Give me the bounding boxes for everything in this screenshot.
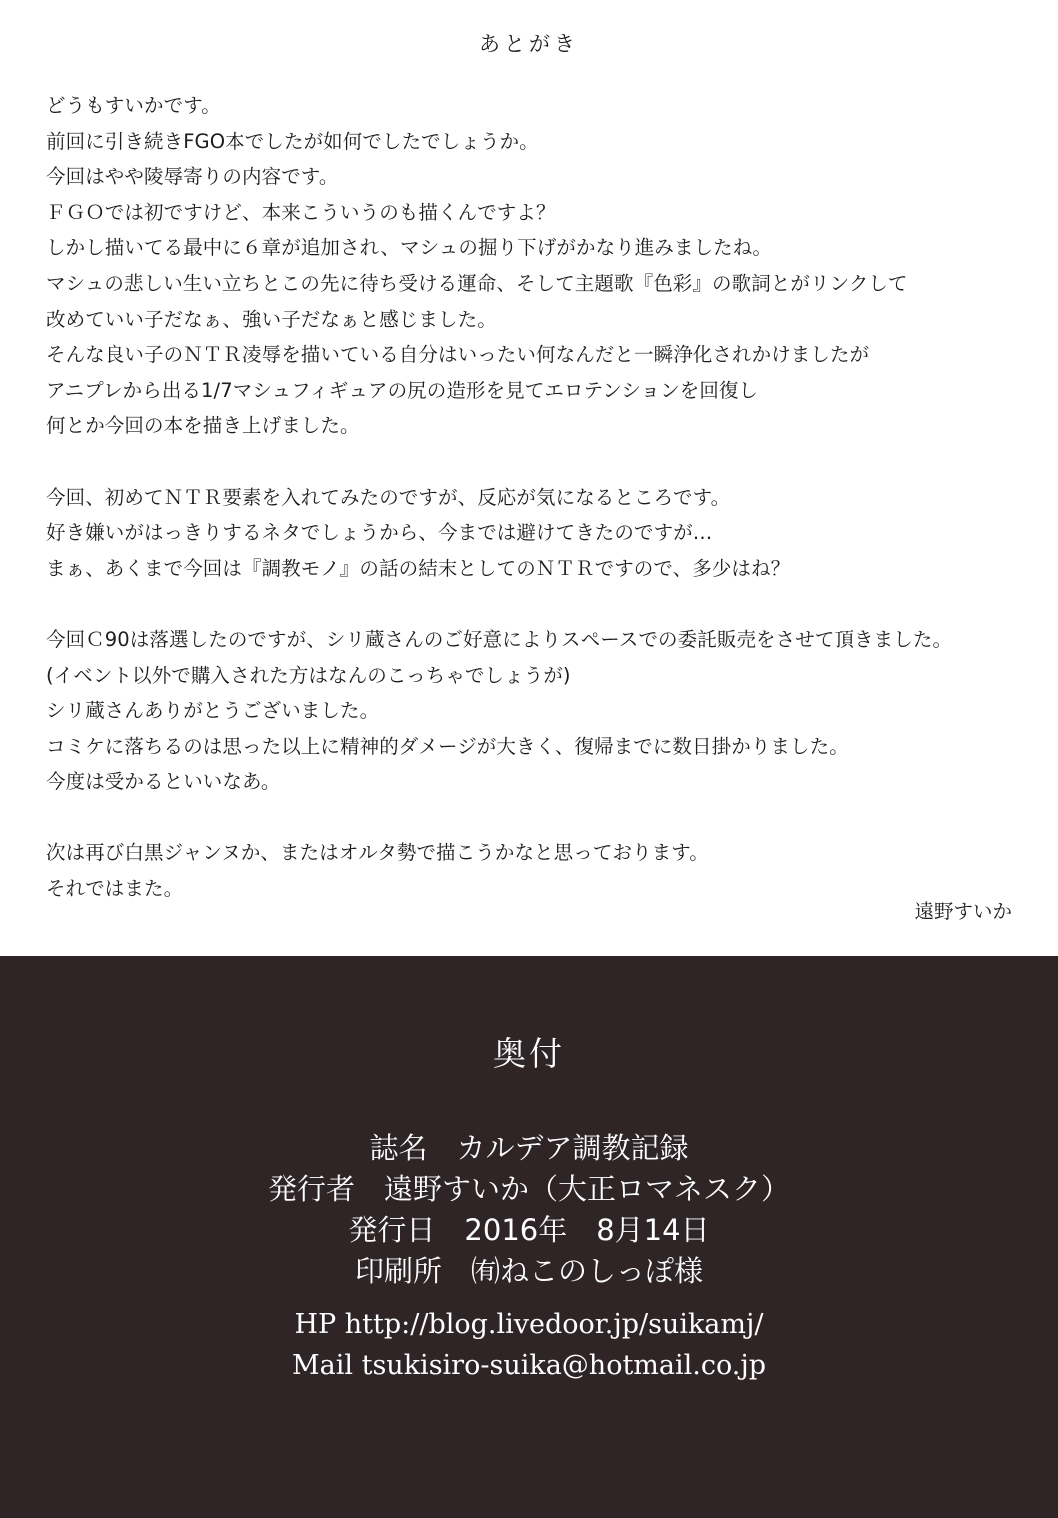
afterword-body bbox=[46, 88, 1006, 907]
afterword-line: 今回はやや陵辱寄りの内容です。 bbox=[46, 165, 339, 189]
afterword-line: どうもすいかです。 bbox=[46, 94, 221, 117]
afterword-title: あとがき bbox=[479, 32, 579, 56]
afterword-line: ＦＧＯでは初ですけど、本来こういうのも描くんですよ？ bbox=[46, 200, 556, 224]
colophon-section bbox=[0, 956, 1058, 1518]
colophon-contact bbox=[0, 1304, 1058, 1386]
afterword-line: まぁ、あくまで今回は『調教モノ』の話の結末としてのＮＴＲですので、多少はね？ bbox=[46, 556, 791, 580]
colophon-publisher-line: 発行者 遠野すいか（大正ロマネスク） bbox=[267, 1172, 790, 1206]
afterword-line: 今回、初めてＮＴＲ要素を入れてみたのですが、反応が気になるところです。 bbox=[46, 485, 731, 509]
afterword-line: アニプレから出る1/7マシュフィギュアの尻の造形を見てエロテンションを回復し bbox=[46, 378, 759, 402]
afterword-line: それではまた。 bbox=[46, 877, 184, 901]
afterword-line: 次は再び白黒ジャンヌか、またはオルタ勢で描こうかなと思っております。 bbox=[46, 841, 709, 865]
author-signature: 遠野すいか bbox=[914, 900, 1012, 923]
colophon-date-line: 発行日 2016年 8月14日 bbox=[348, 1213, 710, 1247]
colophon-details bbox=[0, 1128, 1058, 1292]
afterword-line: シリ蔵さんありがとうございました。 bbox=[46, 699, 380, 723]
homepage-line[interactable]: HP http://blog.livedoor.jp/suikamj/ bbox=[294, 1309, 764, 1340]
afterword-line: しかし描いてる最中に６章が追加され、マシュの掘り下げがかなり進みましたね。 bbox=[46, 236, 772, 260]
afterword-line: マシュの悲しい生い立ちとこの先に待ち受ける運命、そして主題歌『色彩』の歌詞とがリンクして bbox=[46, 271, 908, 295]
afterword-line: (イベント以外で購入された方はなんのこっちゃでしょうが) bbox=[46, 663, 571, 687]
afterword-line: 今回Ｃ90は落選したのですが、シリ蔵さんのご好意によりスペースでの委託販売をさせて頂きました。 bbox=[46, 627, 953, 651]
afterword-spacer bbox=[46, 800, 1006, 836]
afterword-spacer bbox=[46, 444, 1006, 480]
afterword-line: 好き嫌いがはっきりするネタでしょうから、今までは避けてきたのですが… bbox=[46, 521, 713, 545]
afterword-line: 改めていい子だなぁ、強い子だなぁと感じました。 bbox=[46, 307, 497, 331]
mail-line[interactable]: Mail tsukisiro-suika@hotmail.co.jp bbox=[292, 1350, 766, 1381]
afterword-spacer bbox=[46, 586, 1006, 622]
afterword-line: 前回に引き続きFGO本でしたが如何でしたでしょうか。 bbox=[46, 129, 539, 153]
colophon-printer-line: 印刷所 ㈲ねこのしっぽ様 bbox=[354, 1254, 703, 1288]
afterword-line: コミケに落ちるのは思った以上に精神的ダメージが大きく、復帰までに数日掛かりました。 bbox=[46, 734, 849, 758]
colophon-title: 奥付 bbox=[493, 1034, 565, 1073]
afterword-line: そんな良い子のＮＴＲ凌辱を描いている自分はいったい何なんだと一瞬浄化されかけましたが bbox=[46, 343, 870, 367]
afterword-line: 何とか今回の本を描き上げました。 bbox=[46, 414, 360, 438]
afterword-line: 今度は受かるといいなあ。 bbox=[46, 770, 281, 794]
colophon-title-line: 誌名 カルデア調教記録 bbox=[369, 1131, 689, 1165]
